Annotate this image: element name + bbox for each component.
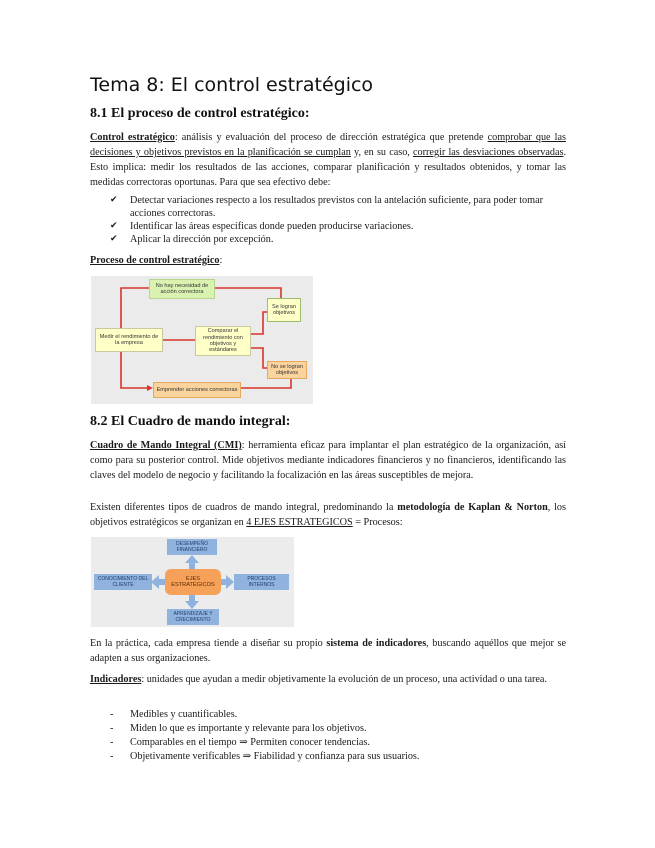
kaplan-norton-paragraph — [90, 500, 566, 530]
para-text: En la práctica, cada empresa tiende a diseñar su propio — [90, 638, 327, 649]
arrow-line — [251, 312, 267, 334]
para-underlined-2: corregir las desviaciones observadas — [413, 147, 564, 158]
para-text: y, en su caso, — [350, 147, 414, 158]
indicators-definition-paragraph — [90, 672, 566, 687]
arrow-line — [121, 352, 147, 388]
measure-performance-box: Medir el rendimiento de la empresa — [95, 328, 163, 352]
check-item: ✔ Detectar variaciones respecto a los resultados previstos con la antelación suficiente, para poder tomar acciones correctoras. — [110, 194, 566, 220]
control-definition-paragraph — [90, 130, 566, 190]
para-text: . Esto implica: medir los resultados de las acciones, comparar planificación y resultados obtenidos, y tomar las medidas correctoras oportunas. Para que sea efectivo debe: — [90, 147, 566, 188]
strategic-axes-diagram — [91, 537, 294, 627]
customer-axis-box: CONOCIMIENTO DEL CLIENTE — [94, 574, 152, 590]
process-label-colon: : — [219, 255, 223, 266]
cmi-definition-paragraph — [90, 438, 566, 483]
bold-methodology: metodología de Kaplan & Norton — [397, 502, 548, 513]
process-label — [90, 253, 566, 268]
para-text: : unidades que ayudan a medir objetivamente la evolución de un proceso, una actividad o una tarea. — [141, 674, 547, 685]
section-1-heading: 8.1 El proceso de control estratégico: — [90, 106, 310, 121]
arrow-line — [251, 348, 267, 368]
arrow-line — [215, 288, 281, 298]
arrow-right-shape — [220, 575, 234, 589]
indicators-system-paragraph — [90, 636, 566, 666]
strategic-axes-center: EJES ESTRATÉGICOS — [165, 569, 221, 595]
term-control-estrategico: Control estratégico — [90, 132, 175, 143]
arrow-up-shape — [185, 555, 199, 569]
dash-item: - Medibles y cuantificables. — [110, 708, 566, 722]
term-cmi: Cuadro de Mando Integral (CMI) — [90, 440, 242, 451]
objectives-not-achieved-box: No se logran objetivos — [267, 361, 307, 379]
compare-performance-box: Comparar el rendimiento con objetivos y estándares — [195, 326, 251, 356]
learning-axis-box: APRENDIZAJE Y CRECIMIENTO — [167, 609, 219, 625]
process-label-text: Proceso de control estratégico — [90, 255, 220, 266]
term-indicadores: Indicadores — [90, 674, 142, 685]
dash-item: - Comparables en el tiempo ⇒ Permiten conocer tendencias. — [110, 736, 566, 750]
bold-indicators-system: sistema de indicadores — [326, 638, 427, 649]
requirements-checklist — [110, 194, 566, 246]
arrow-left-shape — [151, 575, 165, 589]
corrective-actions-box: Emprender acciones correctoras — [153, 382, 241, 398]
para-underlined-1: comprobar que las decisiones y objetivos previstos en la planificación se cumplan — [90, 132, 566, 158]
para-text: : análisis y evaluación del proceso de dirección estratégica que pretende — [174, 132, 488, 143]
no-action-needed-box: No hay necesidad de acción correctora — [149, 279, 215, 299]
page-title: Tema 8: El control estratégico — [90, 74, 374, 96]
para-text: Existen diferentes tipos de cuadros de mando integral, predominando la — [90, 502, 398, 513]
check-item: ✔ Identificar las áreas específicas donde pueden producirse variaciones. — [110, 220, 566, 233]
arrow-down-shape — [185, 595, 199, 609]
para-text: , los objetivos estratégicos se organizan en — [90, 502, 566, 528]
para-text: : herramienta eficaz para implantar el plan estratégico de la organización, así como para su posterior control. Mide objetivos mediante indicadores financieros y no financieros, identificando las claves del modelo de negocio y facilitando la focalización en las áreas susceptibles de mejora. — [90, 440, 567, 481]
dash-item: - Miden lo que es importante y relevante para los objetivos. — [110, 722, 566, 736]
indicator-properties-list — [110, 708, 566, 764]
check-item: ✔ Aplicar la dirección por excepción. — [110, 233, 566, 246]
financial-axis-box: DESEMPEÑO FINANCIERO — [167, 539, 217, 555]
dash-item: - Objetivamente verificables ⇒ Fiabilidad y confianza para sus usuarios. — [110, 750, 566, 764]
para-text: , buscando aquéllos que mejor se adapten a sus organizaciones. — [90, 638, 566, 664]
section-2-heading: 8.2 El Cuadro de mando integral: — [90, 414, 291, 429]
underlined-axes: 4 EJES ESTRATEGICOS — [246, 517, 353, 528]
objectives-achieved-box: Se logran objetivos — [267, 298, 301, 322]
para-text: = Procesos: — [352, 517, 403, 528]
control-process-diagram — [91, 276, 313, 404]
internal-processes-axis-box: PROCESOS INTERNOS — [234, 574, 289, 590]
